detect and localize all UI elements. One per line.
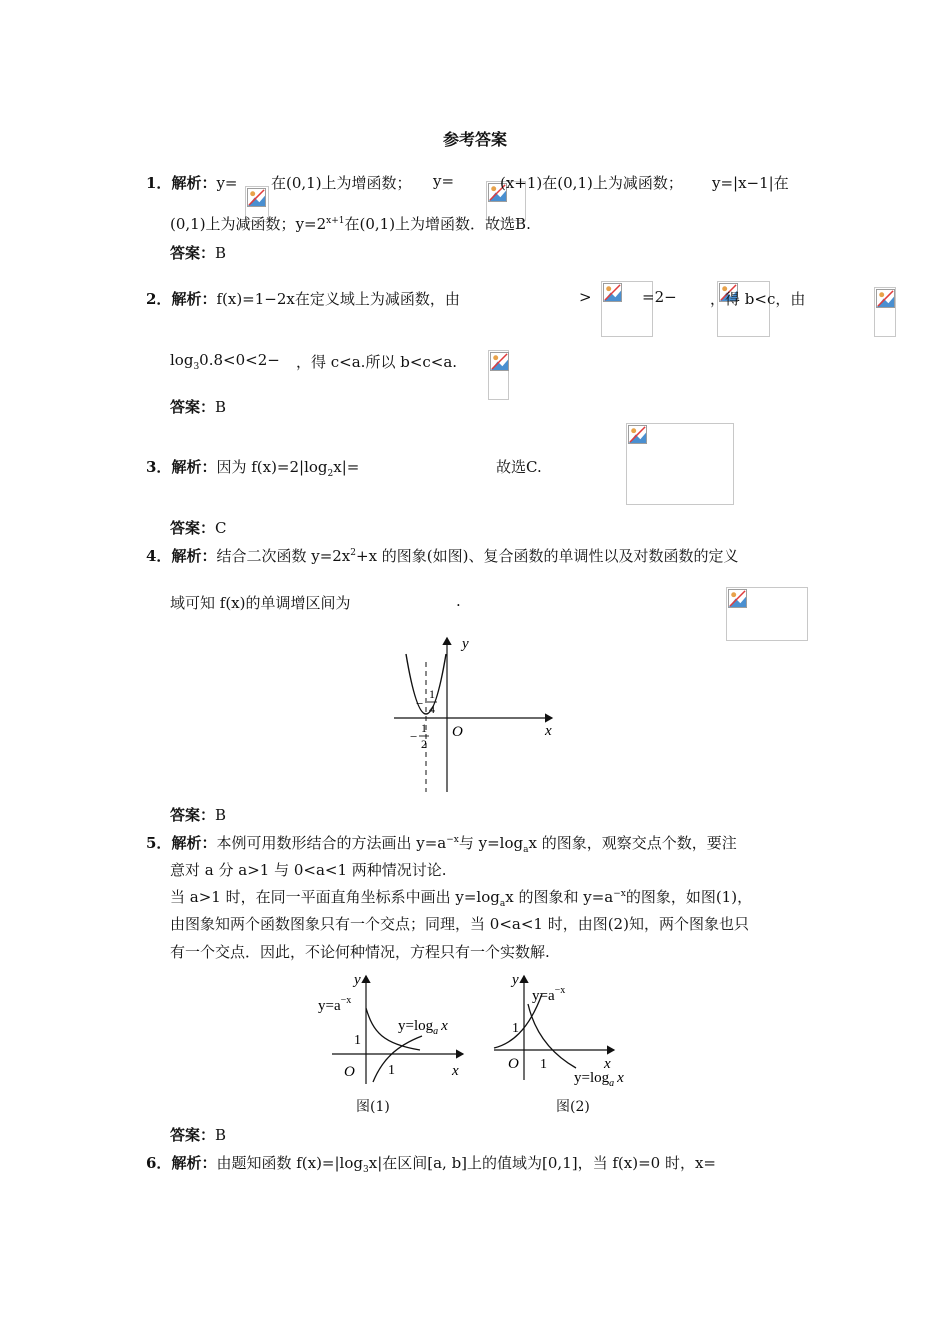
subscript: a [499, 899, 506, 909]
y-label: y [354, 972, 361, 988]
figure-1 [318, 968, 473, 1088]
answer-value: B [215, 806, 227, 824]
text: 结合二次函数 y=2x [216, 547, 351, 565]
broken-image-icon [728, 589, 747, 608]
item-1-line-1 [146, 172, 238, 193]
text: y= [216, 174, 238, 192]
half-numerator: 1 [421, 721, 427, 735]
item-number: 3． [146, 458, 172, 476]
x-label: x [545, 723, 552, 739]
answer-label: 答案： [170, 1126, 216, 1144]
item-3-text-c: 故选C. [496, 458, 542, 476]
broken-image-icon [490, 352, 509, 371]
item-2-text-d: ，得 b<c，由 [710, 290, 806, 308]
text: x 的图象和 y=a [505, 888, 614, 906]
answer-label: 答案： [170, 398, 216, 416]
formula-image [488, 350, 509, 400]
log-curve [528, 1004, 576, 1068]
text: f(x)=1−2x在定义域上为减函数，由 [216, 290, 460, 308]
figure-1-caption: 图(1) [356, 1099, 390, 1115]
item-5-line-5: 有一个交点．因此，不论何种情况，方程只有一个实数解. [170, 943, 550, 961]
item-number: 1． [146, 174, 172, 192]
half-denominator: 2 [421, 737, 427, 751]
origin-label: O [452, 724, 463, 740]
item-1-text-d: (x+1)在(0,1)上为减函数； [500, 174, 683, 192]
item-2-line-1 [146, 288, 460, 309]
text: 在(0,1)上为增函数．故选B. [344, 215, 531, 233]
text: 因为 f(x)=2|log [216, 458, 328, 476]
item-4-answer [170, 804, 226, 825]
item-6-line-1 [146, 1152, 716, 1175]
answer-value: B [215, 244, 227, 262]
text: 0.8<0<2− [199, 351, 280, 369]
log-label: $y=\log_a$ x [398, 1018, 448, 1037]
analysis-label: 解析： [171, 547, 217, 565]
minus-sign: − [416, 696, 424, 711]
quarter-denominator: 4 [429, 702, 435, 716]
item-5-line-1 [146, 832, 737, 855]
broken-image-icon [247, 188, 266, 207]
item-number: 5． [146, 834, 172, 852]
quarter-numerator: 1 [429, 687, 435, 701]
log-label: $y=\log_a$ x [574, 1070, 624, 1088]
analysis-label: 解析： [171, 458, 217, 476]
analysis-label: 解析： [171, 174, 217, 192]
answer-label: 答案： [170, 244, 216, 262]
broken-image-icon [628, 425, 647, 444]
superscript: 2 [350, 548, 357, 558]
text: x 的图象，观察交点个数，要注 [528, 834, 737, 852]
text: x|= [333, 458, 360, 476]
broken-image-icon [876, 289, 895, 308]
text: +x 的图象(如图)、复合函数的单调性以及对数函数的定义 [356, 547, 739, 565]
text: x|在区间[a, b]上的值域为[0,1]，当 f(x)=0 时，x= [368, 1154, 716, 1172]
y-label: y [512, 972, 519, 988]
answer-label: 答案： [170, 519, 216, 537]
item-5-line-4: 由图象知两个函数图象只有一个交点；同理，当 0<a<1 时，由图(2)知，两个图象也只 [170, 915, 749, 933]
text: 由题知函数 f(x)=|log [216, 1154, 363, 1172]
item-5-line-2: 意对 a 分 a>1 与 0<a<1 两种情况讨论. [170, 861, 447, 879]
text: (0,1)上为减函数； [170, 215, 296, 233]
item-number: 6． [146, 1154, 172, 1172]
log-curve [373, 1036, 422, 1082]
text: 与 y=log [458, 834, 524, 852]
item-5-answer [170, 1124, 226, 1145]
figure-2 [490, 968, 640, 1088]
exp-label: $y=a^{-x}$ [318, 995, 352, 1014]
item-1-line-2 [170, 213, 531, 234]
analysis-label: 解析： [171, 834, 217, 852]
exp-label: $y=a^{-x}$ [532, 985, 566, 1004]
answer-value: B [215, 398, 227, 416]
item-3-line-1 [146, 456, 359, 479]
item-4-period: . [456, 592, 461, 610]
superscript: x+1 [326, 216, 345, 226]
text: log [170, 351, 194, 369]
item-number: 4． [146, 547, 172, 565]
item-2-line-2 [170, 351, 280, 372]
one-x-label: 1 [388, 1063, 395, 1078]
text: 本例可用数形结合的方法画出 y=a [216, 834, 447, 852]
one-y-label: 1 [354, 1033, 361, 1048]
analysis-label: 解析： [171, 290, 217, 308]
item-2-text-c2: ，得 c<a.所以 b<c<a. [296, 353, 458, 371]
parabola-figure [390, 632, 560, 797]
item-3-answer [170, 517, 227, 538]
broken-image-icon [603, 283, 622, 302]
subscript: 3 [193, 362, 200, 372]
answer-value: C [215, 519, 227, 537]
item-2-text-c: =2− [642, 288, 677, 306]
y-label: y [462, 636, 469, 652]
one-x-label: 1 [540, 1057, 547, 1072]
item-4-line-2: 域可知 f(x)的单调增区间为 [170, 594, 351, 612]
item-number: 2． [146, 290, 172, 308]
item-4-line-1 [146, 545, 739, 566]
formula-image [874, 287, 896, 337]
item-2-answer [170, 396, 226, 417]
formula-image [626, 423, 734, 505]
minus-sign: − [410, 729, 418, 744]
analysis-label: 解析： [171, 1154, 217, 1172]
text: 的图象，如图(1)， [625, 888, 753, 906]
superscript: −x [446, 835, 459, 845]
origin-label: O [508, 1056, 519, 1072]
text: y=2 [295, 215, 327, 233]
subscript: 3 [363, 1165, 369, 1175]
item-1-text-e: y=|x−1|在 [712, 174, 789, 192]
subscript: a [523, 845, 529, 855]
item-1-text-b: 在(0,1)上为增函数； [271, 174, 412, 192]
answer-label: 答案： [170, 806, 216, 824]
one-y-label: 1 [512, 1021, 519, 1036]
item-1-text-c: y= [433, 172, 455, 190]
text: 当 a>1 时，在同一平面直角坐标系中画出 y=log [170, 888, 500, 906]
item-5-line-3 [170, 886, 752, 909]
subscript: 2 [327, 469, 334, 479]
superscript: −x [613, 889, 626, 899]
origin-label: O [344, 1064, 355, 1080]
formula-image [726, 587, 808, 641]
page-title: 参考答案 [442, 130, 507, 149]
answer-value: B [215, 1126, 227, 1144]
figure-2-caption: 图(2) [556, 1099, 590, 1115]
item-2-gt: > [579, 288, 592, 306]
x-label: x [604, 1056, 611, 1072]
x-label: x [452, 1063, 459, 1079]
item-1-answer [170, 242, 226, 263]
